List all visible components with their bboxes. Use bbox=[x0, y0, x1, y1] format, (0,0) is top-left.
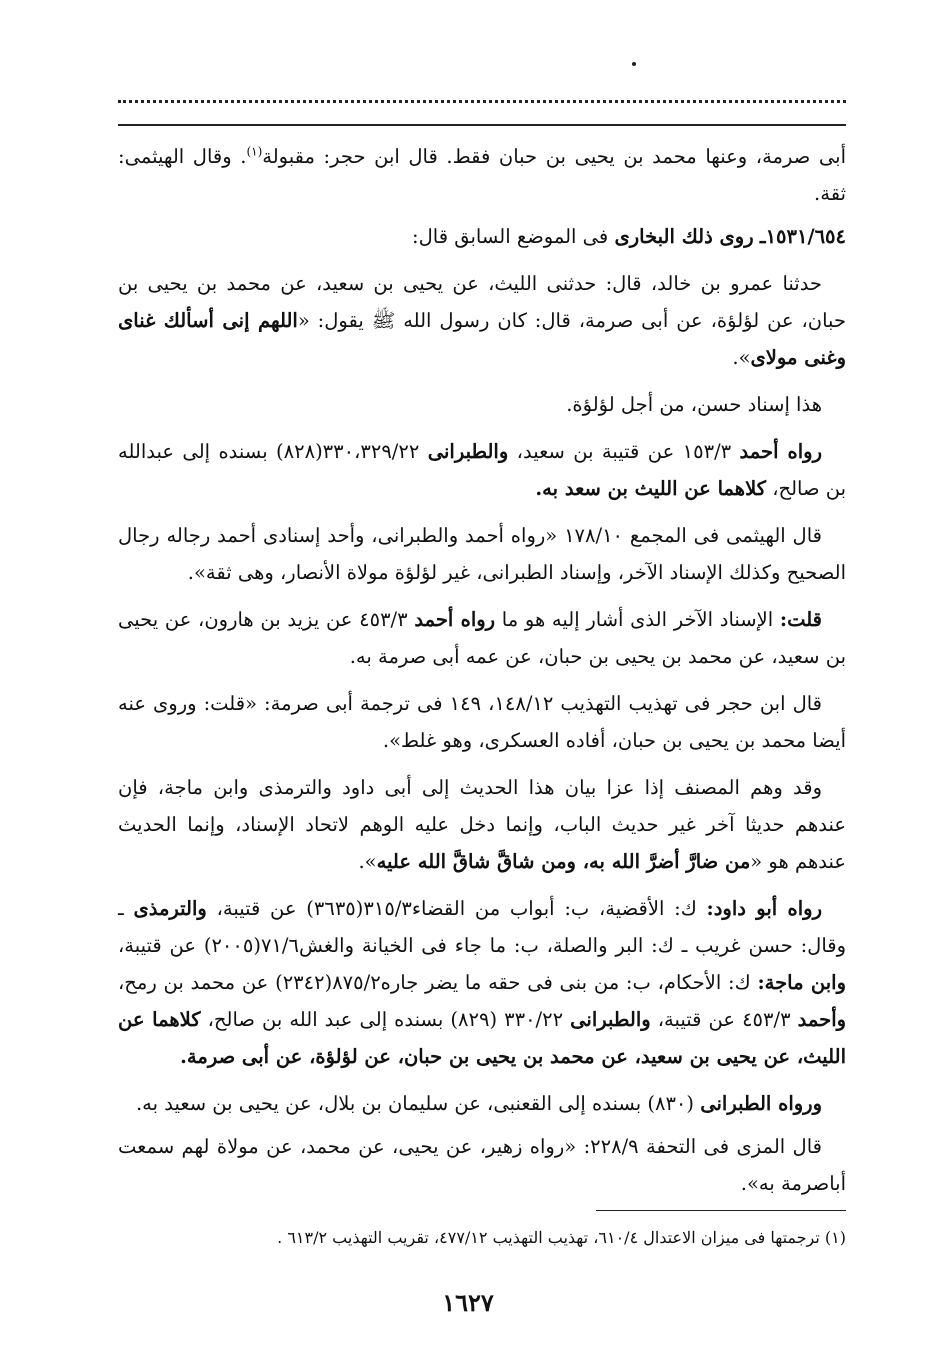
mizzi-paragraph: قال المزى فى التحفة ٢٢٨/٩: «رواه زهير، عن يحيى، عن محمد، عن مولاة لهم سمعت أباصرمة به». bbox=[118, 1135, 846, 1195]
header-rule bbox=[118, 124, 846, 126]
tabarani-qanabi-paragraph bbox=[118, 1085, 846, 1122]
isnad-text: حدثنا عمرو بن خالد، قال: حدثنى الليث، عن يحيى بن سعيد، عن محمد بن يحيى بن حبان، عن لؤلؤة، عن أبى صرمة، قال: كان رسول الله ﷺ يقول: « bbox=[118, 272, 846, 332]
source-tabarani-3: ورواه الطبرانى bbox=[700, 1092, 822, 1115]
qultu-paragraph bbox=[118, 601, 846, 675]
footnote-rule bbox=[596, 1210, 846, 1211]
haythami-paragraph: قال الهيثمى فى المجمع ١٧٨/١٠ «رواه أحمد والطبرانى، وأحد إسنادى أحمد رجاله رجال الصحيح وكذلك الإسناد الآخر، وإسناد الطبرانى، غير لؤلؤة مولاة الأنصار، وهى ثقة». bbox=[118, 524, 846, 584]
takhrij-text-b: ٣٣٠،٣٢٩/٢٢(٨٢٨) بسنده إلى عبدالله بن صالح، bbox=[118, 440, 846, 500]
main-text bbox=[118, 138, 846, 1208]
takhrij-text-a: ١٥٣/٣ عن قتيبة بن سعيد، bbox=[508, 440, 740, 463]
hadith-source: روى ذلك البخارى bbox=[614, 225, 754, 248]
footnote-marker: (١) bbox=[246, 144, 263, 159]
dotted-separator bbox=[118, 100, 846, 103]
qultu-label: قلت: bbox=[779, 608, 822, 631]
takhrij-sunan-t5: ٣٣٠/٢٢ (٨٢٩) بسنده إلى عبد الله بن صالح، bbox=[200, 1008, 571, 1031]
hadith-matn: اللهم إنى أسألك غناى وغنى مولاى bbox=[118, 309, 846, 369]
source-tirmidhi: والترمذى bbox=[133, 897, 207, 920]
source-abu-dawud: رواه أبو داود: bbox=[706, 897, 823, 920]
takhrij-sunan-t3: ك: الأحكام، ب: من بنى فى حقه ما يضر جاره٨٧٥/٢(٢٣٤٢) عن محمد بن رمح، bbox=[118, 971, 758, 994]
continuation-end: . وقال الهيثمى: ثقة. bbox=[118, 145, 846, 205]
source-ahmad-2: وأحمد bbox=[797, 1008, 847, 1031]
takhrij-sunan-conclusion: كلاهما عن الليث، عن يحيى بن سعيد، عن محمد بن يحيى بن حبان، عن لؤلؤة، عن أبى صرمة. bbox=[118, 1008, 846, 1068]
page-number: ١٦٢٧ bbox=[442, 1288, 494, 1317]
qultu-text-a: الإسناد الآخر الذى أشار إليه هو ما bbox=[495, 608, 780, 631]
takhrij-sunan-t4: ٤٥٣/٣ عن قتيبة، bbox=[650, 1008, 798, 1031]
continuation-text: أبى صرمة، وعنها محمد بن يحيى بن حبان فقط. قال ابن حجر: مقبولة bbox=[262, 145, 846, 168]
hadith-heading bbox=[118, 218, 846, 255]
qultu-text-b: ٤٥٣/٣ عن يزيد بن هارون، عن يحيى بن سعيد، عن محمد بن يحيى بن حبان، عن عمه أبى صرمة به. bbox=[118, 608, 846, 668]
grading-paragraph: هذا إسناد حسن، من أجل لؤلؤة. bbox=[566, 393, 822, 416]
ibn-hajar-paragraph: قال ابن حجر فى تهذيب التهذيب ١٤٨/١٢، ١٤٩ فى ترجمة أبى صرمة: «قلت: وروى عنه أيضا محمد بن يحيى بن حبان، أفاده العسكرى، وهو غلط». bbox=[118, 692, 846, 752]
takhrij-sunan-t1: ك: الأقضية، ب: أبواب من القضاء٣١٥/٣(٣٦٣٥) عن قتيبة، bbox=[206, 897, 707, 920]
takhrij-sunan-t2: ـ وقال: حسن غريب ـ ك: البر والصلة، ب: ما جاء فى الخيانة والغش٧١/٦(٢٠٠٥) عن قتيبة، bbox=[118, 897, 846, 957]
takhrij-ahmad-paragraph bbox=[118, 433, 846, 507]
qultu-source: رواه أحمد bbox=[414, 608, 496, 631]
takhrij-sunan-paragraph bbox=[118, 890, 846, 1075]
isnad-paragraph bbox=[118, 265, 846, 376]
source-ibn-majah: وابن ماجة: bbox=[757, 971, 846, 994]
wahm-paragraph bbox=[118, 769, 846, 880]
wahm-hadith: من ضارَّ أضرَّ الله به، ومن شاقَّ شاقَّ الله عليه bbox=[376, 850, 751, 873]
stray-dot bbox=[632, 62, 636, 66]
source-tabarani-2: والطبرانى bbox=[570, 1008, 651, 1031]
hadith-number: ١٥٣١/٦٥٤ـ bbox=[759, 225, 846, 248]
tabarani-qanabi-text: (٨٣٠) بسنده إلى القعنبى، عن سليمان بن بلال، عن يحيى بن سعيد به. bbox=[135, 1092, 701, 1115]
wahm-close: ». bbox=[358, 850, 377, 873]
source-ahmad: رواه أحمد bbox=[739, 440, 822, 463]
takhrij-conclusion: كلاهما عن الليث بن سعد به. bbox=[535, 477, 766, 500]
continuation-paragraph bbox=[118, 138, 846, 212]
wahm-text: وقد وهم المصنف إذا عزا بيان هذا الحديث إلى أبى داود والترمذى وابن ماجة، فإن عندهم حديثا آخر غير حديث الباب، وإنما دخل عليه الوهم لاتحاد الإسناد، وإنما الحديث عندهم هو « bbox=[118, 776, 846, 873]
footnote: (١) ترجمتها فى ميزان الاعتدال ٦١٠/٤، تهذيب التهذيب ٤٧٧/١٢، تقريب التهذيب ٦١٣/٢ . bbox=[277, 1228, 846, 1247]
matn-close: ». bbox=[732, 346, 751, 369]
source-tabarani: والطبرانى bbox=[427, 440, 509, 463]
hadith-heading-rest: فى الموضع السابق قال: bbox=[412, 225, 609, 248]
